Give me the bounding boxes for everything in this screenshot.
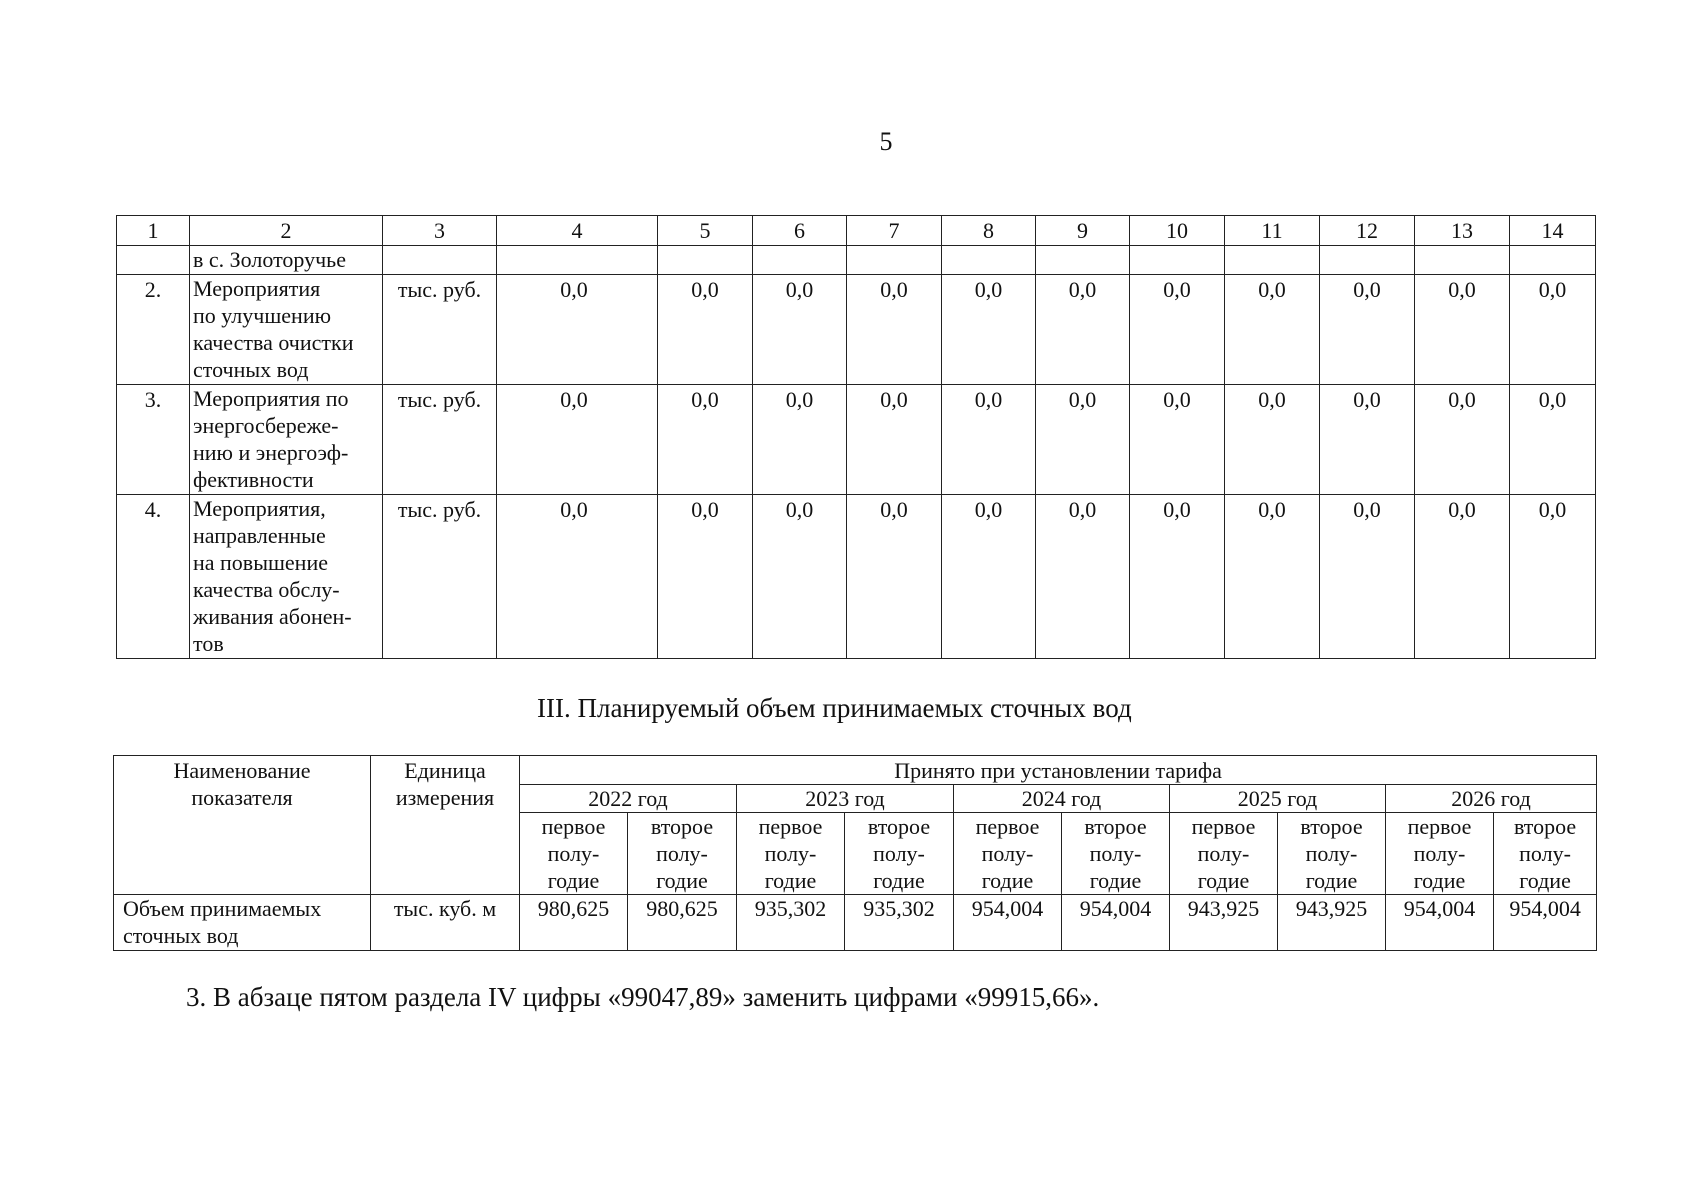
value-cell: 0,0 <box>1036 385 1130 495</box>
value-cell: 0,0 <box>847 495 942 659</box>
value-cell: 0,0 <box>497 495 658 659</box>
row-number: 3. <box>117 385 190 495</box>
value-cell: 0,0 <box>1510 275 1596 385</box>
value-cell: 954,004 <box>954 895 1062 951</box>
column-number: 14 <box>1510 216 1596 246</box>
value-cell: 0,0 <box>753 495 847 659</box>
column-number: 13 <box>1415 216 1510 246</box>
value-cell: 954,004 <box>1386 895 1494 951</box>
table-row <box>117 275 1596 385</box>
row-name: Мероприятия, направленные на повышение качества обслу- живания абонен- тов <box>190 495 383 659</box>
half-year-header: первое полу- годие <box>737 813 845 895</box>
value-cell: 0,0 <box>1036 275 1130 385</box>
year-header: 2025 год <box>1170 785 1386 813</box>
unit-cell: тыс. куб. м <box>371 895 520 951</box>
column-number: 10 <box>1130 216 1225 246</box>
value-cell: 980,625 <box>520 895 628 951</box>
wastewater-volume-table <box>113 755 1597 951</box>
value-cell: 0,0 <box>1130 385 1225 495</box>
value-cell: 0,0 <box>658 495 753 659</box>
half-year-header: второе полу- годие <box>1494 813 1597 895</box>
column-number-row <box>117 216 1596 246</box>
value-cell: 0,0 <box>847 275 942 385</box>
value-cell: 0,0 <box>1036 495 1130 659</box>
table-row <box>114 895 1597 951</box>
value-cell: 980,625 <box>628 895 737 951</box>
value-cell: 954,004 <box>1494 895 1597 951</box>
value-cell: 943,925 <box>1278 895 1386 951</box>
value-cell: 0,0 <box>942 495 1036 659</box>
value-cell: 0,0 <box>942 385 1036 495</box>
value-cell: 0,0 <box>497 385 658 495</box>
tariff-header: Принято при установлении тарифа <box>520 756 1597 785</box>
value-cell: 0,0 <box>1415 385 1510 495</box>
column-number: 7 <box>847 216 942 246</box>
half-year-header: первое полу- годие <box>954 813 1062 895</box>
expenditure-table <box>116 215 1596 659</box>
table-row <box>117 495 1596 659</box>
half-year-header: первое полу- годие <box>1386 813 1494 895</box>
value-cell: 943,925 <box>1170 895 1278 951</box>
row-name: в с. Золоторучье <box>190 246 383 275</box>
value-cell: 0,0 <box>1320 495 1415 659</box>
column-number: 3 <box>383 216 497 246</box>
year-header: 2022 год <box>520 785 737 813</box>
half-year-header: второе полу- годие <box>1278 813 1386 895</box>
value-cell: 0,0 <box>942 275 1036 385</box>
year-header: 2026 год <box>1386 785 1597 813</box>
value-cell: 0,0 <box>1510 385 1596 495</box>
half-year-header: второе полу- годие <box>628 813 737 895</box>
column-number: 1 <box>117 216 190 246</box>
value-cell: 0,0 <box>753 385 847 495</box>
value-cell: 0,0 <box>1415 275 1510 385</box>
row-name: Мероприятия по улучшению качества очистки сточных вод <box>190 275 383 385</box>
page-number: 5 <box>879 127 893 156</box>
value-cell: 0,0 <box>1130 495 1225 659</box>
value-cell: 954,004 <box>1062 895 1170 951</box>
column-number: 5 <box>658 216 753 246</box>
indicator-name: Объем принимаемых сточных вод <box>114 895 371 951</box>
column-number: 8 <box>942 216 1036 246</box>
row-name: Мероприятия по энергосбереже- нию и энергоэф- фективности <box>190 385 383 495</box>
value-cell: 0,0 <box>497 275 658 385</box>
half-year-header: первое полу- годие <box>520 813 628 895</box>
value-cell: 0,0 <box>1415 495 1510 659</box>
half-year-header: второе полу- годие <box>1062 813 1170 895</box>
column-number: 12 <box>1320 216 1415 246</box>
column-number: 9 <box>1036 216 1130 246</box>
year-header: 2023 год <box>737 785 954 813</box>
value-cell: 0,0 <box>847 385 942 495</box>
value-cell: 935,302 <box>737 895 845 951</box>
column-number: 6 <box>753 216 847 246</box>
value-cell: 935,302 <box>845 895 954 951</box>
table-row <box>117 385 1596 495</box>
column-number: 4 <box>497 216 658 246</box>
unit-cell: тыс. руб. <box>383 495 497 659</box>
value-cell: 0,0 <box>1225 385 1320 495</box>
unit-header: Единица измерения <box>371 756 520 895</box>
row-number: 2. <box>117 275 190 385</box>
value-cell: 0,0 <box>1225 495 1320 659</box>
column-number: 2 <box>190 216 383 246</box>
value-cell: 0,0 <box>1130 275 1225 385</box>
row-number: 4. <box>117 495 190 659</box>
half-year-header: второе полу- годие <box>845 813 954 895</box>
value-cell: 0,0 <box>658 275 753 385</box>
section-title: III. Планируемый объем принимаемых сточных вод <box>537 693 1132 723</box>
value-cell: 0,0 <box>1510 495 1596 659</box>
table-row <box>117 246 1596 275</box>
value-cell: 0,0 <box>753 275 847 385</box>
value-cell: 0,0 <box>1320 275 1415 385</box>
header-row <box>114 756 1597 785</box>
amendment-paragraph: 3. В абзаце пятом раздела IV цифры «99047,89» заменить цифрами «99915,66». <box>186 982 1100 1012</box>
half-year-header: первое полу- годие <box>1170 813 1278 895</box>
unit-cell: тыс. руб. <box>383 385 497 495</box>
value-cell: 0,0 <box>658 385 753 495</box>
column-number: 11 <box>1225 216 1320 246</box>
indicator-name-header: Наименование показателя <box>114 756 371 895</box>
year-header: 2024 год <box>954 785 1170 813</box>
value-cell: 0,0 <box>1225 275 1320 385</box>
unit-cell: тыс. руб. <box>383 275 497 385</box>
value-cell: 0,0 <box>1320 385 1415 495</box>
